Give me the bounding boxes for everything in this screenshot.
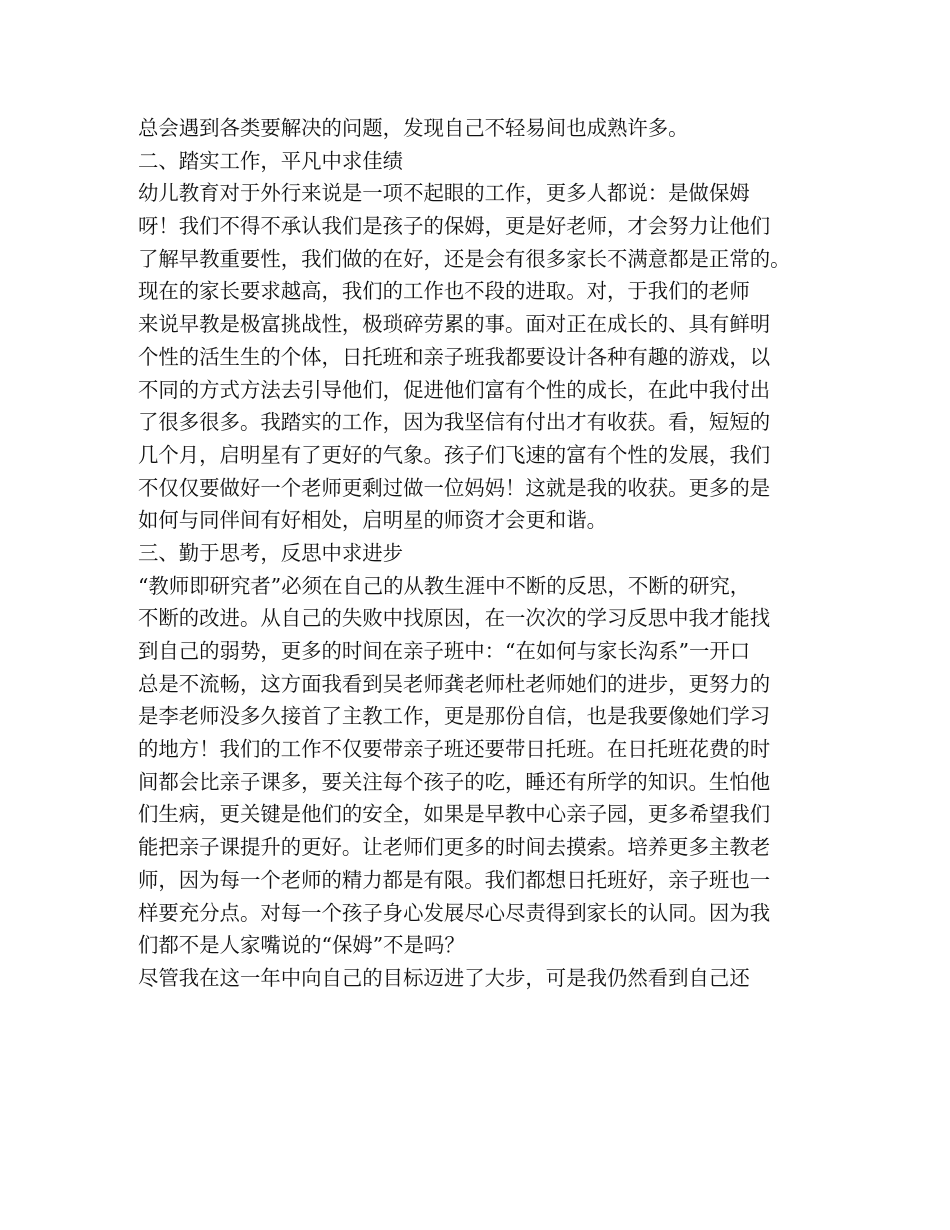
- text-line: 呀！我们不得不承认我们是孩子的保姆，更是好老师，才会努力让他们: [138, 214, 771, 239]
- text-line: 不同的方式方法去引导他们，促进他们富有个性的成长，在此中我付出: [138, 377, 771, 402]
- text-line: 总是不流畅，这方面我看到吴老师龚老师杜老师她们的进步，更努力的: [138, 671, 771, 696]
- text-line: 不断的改进。从自己的失败中找原因，在一次次的学习反思中我才能找: [138, 606, 771, 631]
- text-line: 师，因为每一个老师的精力都是有限。我们都想日托班好，亲子班也一: [138, 867, 771, 892]
- text-line: 幼儿教育对于外行来说是一项不起眼的工作，更多人都说：是做保姆: [138, 181, 750, 206]
- text-line: 几个月，启明星有了更好的气象。孩子们飞速的富有个性的发展，我们: [138, 442, 771, 467]
- text-line: 尽管我在这一年中向自己的目标迈进了大步，可是我仍然看到自己还: [138, 965, 750, 990]
- text-line: “教师即研究者”必须在自己的从教生涯中不断的反思，不断的研究，: [138, 573, 751, 598]
- text-line: 了很多很多。我踏实的工作，因为我坚信有付出才有收获。看，短短的: [138, 410, 771, 435]
- text-line: 是李老师没多久接首了主教工作，更是那份自信，也是我要像她们学习: [138, 704, 771, 729]
- text-line: 了解早教重要性，我们做的在好，还是会有很多家长不满意都是正常的。: [138, 246, 791, 271]
- text-line: 能把亲子课提升的更好。让老师们更多的时间去摸索。培养更多主教老: [138, 835, 771, 860]
- text-line: 不仅仅要做好一个老师更剩过做一位妈妈！这就是我的收获。更多的是: [138, 475, 771, 500]
- text-line: 个性的活生生的个体，日托班和亲子班我都要设计各种有趣的游戏，以: [138, 344, 771, 369]
- text-line: 们都不是人家嘴说的“保姆”不是吗？: [138, 933, 465, 958]
- text-line: 总会遇到各类要解决的问题，发现自己不轻易间也成熟许多。: [138, 116, 689, 140]
- text-line: 的地方！我们的工作不仅要带亲子班还要带日托班。在日托班花费的时: [138, 737, 771, 762]
- text-line: 到自己的弱势，更多的时间在亲子班中：“在如何与家长沟系”一开口: [138, 639, 751, 663]
- section-heading: 三、勤于思考，反思中求进步: [138, 540, 404, 565]
- text-line: 间都会比亲子课多，要关注每个孩子的吃，睡还有所学的知识。生怕他: [138, 769, 771, 794]
- text-line: 如何与同伴间有好相处，启明星的师资才会更和谐。: [138, 508, 607, 533]
- document-body: [138, 112, 828, 995]
- text-line: 现在的家长要求越高，我们的工作也不段的进取。对，于我们的老师: [138, 279, 750, 304]
- text-line: 们生病，更关键是他们的安全，如果是早教中心亲子园，更多希望我们: [138, 802, 771, 827]
- text-line: 来说早教是极富挑战性，极琐碎劳累的事。面对正在成长的、具有鲜明: [138, 312, 771, 337]
- text-line: 样要充分点。对每一个孩子身心发展尽心尽责得到家长的认同。因为我: [138, 900, 771, 925]
- section-heading: 二、踏实工作，平凡中求佳绩: [138, 148, 404, 173]
